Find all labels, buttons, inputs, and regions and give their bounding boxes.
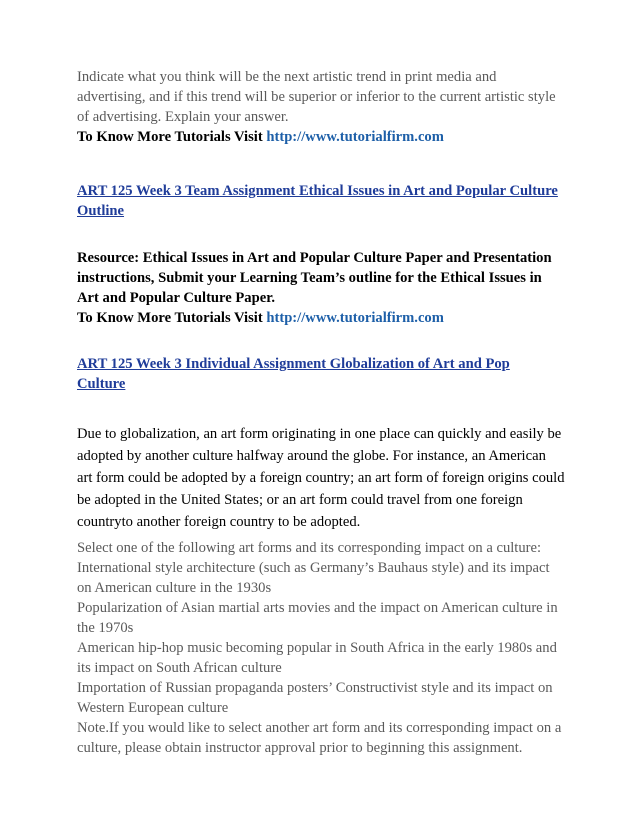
tutorialfirm-link[interactable]: http://www.tutorialfirm.com [266, 129, 444, 145]
paragraph-line: the 1970s [77, 620, 134, 636]
art-forms-paragraph [77, 538, 577, 758]
heading-line[interactable]: Outline [77, 203, 125, 219]
paragraph-line: on American culture in the 1930s [77, 580, 272, 596]
paragraph-line: culture, please obtain instructor approval prior to beginning this assignment. [77, 740, 523, 756]
globalization-paragraph [77, 423, 577, 533]
paragraph-line: Select one of the following art forms and its corresponding impact on a culture: [77, 540, 542, 556]
paragraph-line: American hip-hop music becoming popular in South Africa in the early 1980s and [77, 640, 557, 656]
paragraph-line: of advertising. Explain your answer. [77, 109, 289, 125]
paragraph-line: Western European culture [77, 700, 229, 716]
paragraph-line: its impact on South African culture [77, 660, 282, 676]
visit-label: To Know More Tutorials Visit [77, 129, 263, 145]
resource-paragraph [77, 248, 577, 328]
paragraph-line: be adopted in the United States; or an art form could travel from one foreign [77, 492, 523, 508]
paragraph-line: advertising, and if this trend will be superior or inferior to the current artistic style [77, 89, 556, 105]
paragraph-line: adopted by another culture halfway around the globe. For instance, an American [77, 448, 546, 464]
tutorials-visit-line [77, 127, 577, 147]
paragraph-line: Resource: Ethical Issues in Art and Popular Culture Paper and Presentation [77, 250, 552, 266]
section-heading-individual-assignment[interactable] [77, 354, 577, 394]
visit-label: To Know More Tutorials Visit [77, 310, 263, 326]
paragraph-line: Note.If you would like to select another art form and its corresponding impact on a [77, 720, 562, 736]
paragraph-line: countryto another foreign country to be adopted. [77, 514, 361, 530]
heading-line[interactable]: Culture [77, 376, 126, 392]
tutorials-visit-line [77, 308, 577, 328]
paragraph-line: Due to globalization, an art form originating in one place can quickly and easily be [77, 426, 562, 442]
heading-line[interactable]: ART 125 Week 3 Team Assignment Ethical Issues in Art and Popular Culture [77, 183, 558, 199]
paragraph-line: art form could be adopted by a foreign country; an art form of foreign origins could [77, 470, 565, 486]
heading-line[interactable]: ART 125 Week 3 Individual Assignment Globalization of Art and Pop [77, 356, 510, 372]
paragraph-line: Popularization of Asian martial arts movies and the impact on American culture in [77, 600, 558, 616]
paragraph-line: Art and Popular Culture Paper. [77, 290, 275, 306]
paragraph-line: Importation of Russian propaganda posters’ Constructivist style and its impact on [77, 680, 553, 696]
tutorialfirm-link[interactable]: http://www.tutorialfirm.com [266, 310, 444, 326]
paragraph-line: instructions, Submit your Learning Team’s outline for the Ethical Issues in [77, 270, 542, 286]
section-heading-team-assignment[interactable] [77, 181, 577, 221]
paragraph-line: Indicate what you think will be the next artistic trend in print media and [77, 69, 497, 85]
paragraph-line: International style architecture (such as Germany’s Bauhaus style) and its impact [77, 560, 550, 576]
intro-paragraph [77, 67, 577, 147]
